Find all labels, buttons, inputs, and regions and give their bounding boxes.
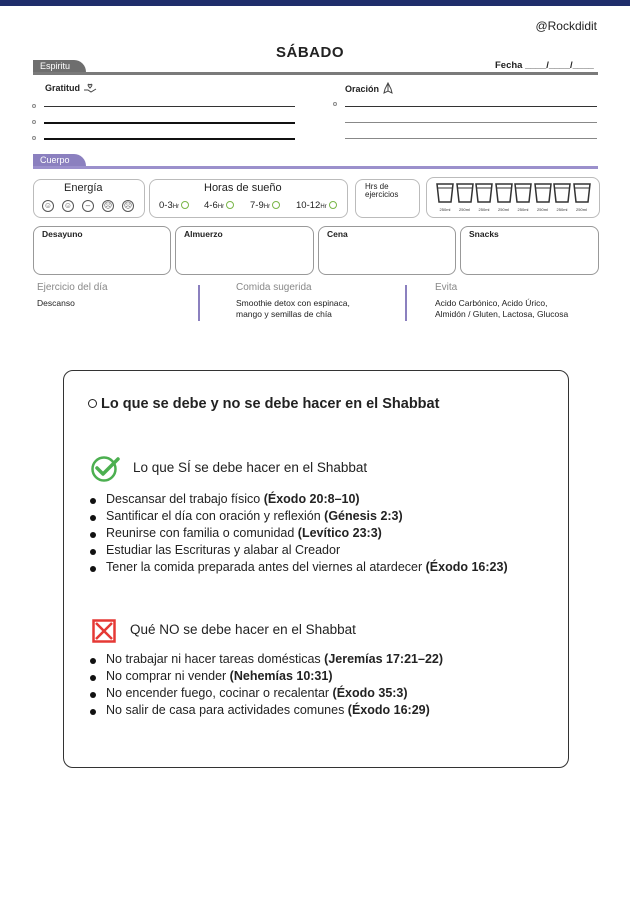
avoid-heading: Evita	[435, 282, 458, 293]
water-ml-label: 250ml	[478, 207, 490, 212]
exercise-heading: Ejercicio del día	[37, 282, 108, 293]
water-ml-label: 250ml	[537, 207, 548, 212]
check-icon	[91, 455, 121, 483]
lunch-box[interactable]	[175, 226, 314, 275]
exercise-hours-label: Hrs de ejercicios	[365, 182, 399, 199]
gratitud-line-3[interactable]	[44, 138, 295, 140]
sleep-radio[interactable]	[181, 201, 189, 209]
water-ml-label: 250ml	[439, 207, 451, 212]
sleep-option-10-12[interactable]: 10-12Hr	[296, 200, 337, 211]
exercise-text: Descanso	[37, 298, 75, 308]
water-glass-icon[interactable]	[534, 183, 552, 203]
snacks-box[interactable]	[460, 226, 599, 275]
espiritu-tab: Espiritu	[33, 60, 86, 73]
water-ml-label: 250ml	[517, 207, 529, 212]
face-very-happy-icon[interactable]: ☺	[43, 201, 53, 210]
water-glass-icon[interactable]	[573, 183, 591, 203]
sleep-option-4-6[interactable]: 4-6Hr	[204, 200, 234, 211]
gratitud-label: Gratitud	[45, 83, 80, 93]
water-ml-label: 250ml	[576, 207, 587, 212]
face-very-sad-icon[interactable]: ☹	[123, 201, 133, 210]
oracion-line-2[interactable]	[345, 122, 597, 123]
gratitud-line-2[interactable]	[44, 122, 295, 124]
face-sad-icon[interactable]: ☹	[103, 201, 113, 210]
water-glass-icon[interactable]	[436, 183, 454, 203]
list-item: Tener la comida preparada antes del viernes al atardecer (Éxodo 16:23)	[90, 559, 508, 576]
dont-list	[90, 651, 443, 719]
sleep-radio[interactable]	[272, 201, 280, 209]
top-bar	[0, 0, 630, 6]
praying-hands-icon	[382, 82, 394, 94]
oracion-section	[345, 82, 394, 94]
dinner-label: Cena	[327, 229, 348, 239]
divider	[405, 285, 407, 321]
circle-bullet-icon	[88, 399, 97, 408]
sleep-radio[interactable]	[226, 201, 234, 209]
gratitud-bullet	[32, 136, 36, 140]
hand-heart-icon	[83, 82, 97, 93]
gratitud-line-1[interactable]	[44, 106, 295, 107]
list-item: No comprar ni vender (Nehemías 10:31)	[90, 668, 443, 685]
water-ml-label: 250ml	[498, 207, 509, 212]
list-item: Santificar el día con oración y reflexión (Génesis 2:3)	[90, 508, 508, 525]
water-glass-icon[interactable]	[475, 183, 493, 203]
water-glass-icon[interactable]	[553, 183, 571, 203]
water-glass-icon[interactable]	[514, 183, 532, 203]
list-item: Reunirse con familia o comunidad (Levítico 23:3)	[90, 525, 508, 542]
oracion-line-1[interactable]	[345, 106, 597, 107]
snacks-label: Snacks	[469, 229, 499, 239]
list-item: No encender fuego, cocinar o recalentar (Éxodo 35:3)	[90, 685, 443, 702]
lunch-label: Almuerzo	[184, 229, 223, 239]
gratitud-bullet	[32, 104, 36, 108]
list-item: Estudiar las Escrituras y alabar al Creador	[90, 542, 508, 559]
gratitud-section	[45, 82, 97, 93]
list-item: No salir de casa para actividades comunes (Éxodo 16:29)	[90, 702, 443, 719]
dinner-box[interactable]	[318, 226, 456, 275]
list-item: No trabajar ni hacer tareas domésticas (Jeremías 17:21–22)	[90, 651, 443, 668]
sleep-option-7-9[interactable]: 7-9Hr	[250, 200, 280, 211]
cross-box-icon	[92, 619, 116, 643]
oracion-line-3[interactable]	[345, 138, 597, 139]
cuerpo-tab: Cuerpo	[33, 154, 86, 167]
water-glass-icon[interactable]	[456, 183, 474, 203]
dont-heading: Qué NO se debe hacer en el Shabbat	[130, 622, 356, 637]
food-heading: Comida sugerida	[236, 282, 312, 293]
cuerpo-rule	[33, 166, 598, 169]
list-item: Descansar del trabajo físico (Éxodo 20:8–10)	[90, 491, 508, 508]
sleep-radio[interactable]	[329, 201, 337, 209]
gratitud-bullet	[32, 120, 36, 124]
divider	[198, 285, 200, 321]
espiritu-rule	[33, 72, 598, 75]
author-handle: @Rockdidit	[535, 19, 597, 33]
do-heading: Lo que SÍ se debe hacer en el Shabbat	[133, 460, 368, 475]
water-ml-label: 250ml	[556, 207, 568, 212]
energy-label: Energía	[64, 182, 103, 194]
water-glass-icon[interactable]	[495, 183, 513, 203]
oracion-bullet	[333, 102, 337, 106]
avoid-text: Acido Carbónico, Acido Úrico, Almidón / Gluten, Lactosa, Glucosa	[435, 298, 569, 319]
sleep-label: Horas de sueño	[204, 182, 282, 194]
sleep-option-0-3[interactable]: 0-3Hr	[159, 200, 189, 211]
breakfast-box[interactable]	[33, 226, 171, 275]
shabbat-card-title: Lo que se debe y no se debe hacer en el Shabbat	[88, 396, 439, 412]
breakfast-label: Desayuno	[42, 229, 83, 239]
water-ml-label: 250ml	[459, 207, 470, 212]
date-field[interactable]: Fecha ____/____/____	[495, 60, 594, 71]
face-neutral-icon[interactable]: –	[82, 200, 94, 212]
oracion-label: Oración	[345, 84, 380, 94]
do-list	[90, 491, 508, 576]
face-happy-icon[interactable]: ☺	[63, 201, 73, 210]
page-title: SÁBADO	[275, 44, 344, 61]
food-text: Smoothie detox con espinaca, mango y semillas de chía	[236, 298, 350, 319]
